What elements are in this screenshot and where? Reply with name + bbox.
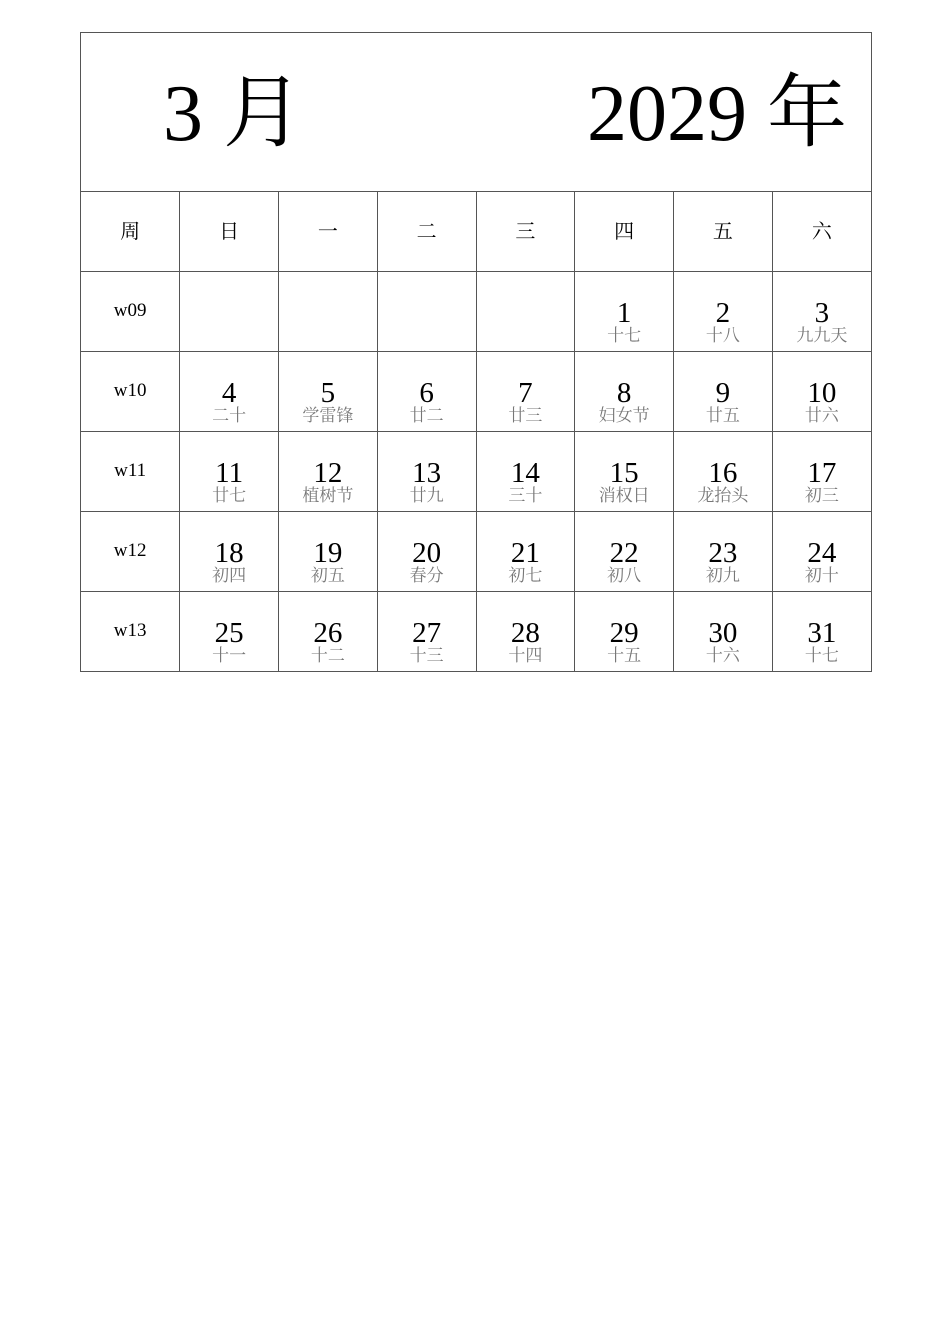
- day-number: 31: [807, 617, 837, 649]
- day-cell: [377, 432, 476, 512]
- day-cell: [476, 432, 575, 512]
- lunar-date: 九九天: [796, 326, 848, 346]
- weekday-saturday: 六: [772, 192, 871, 272]
- day-number: 13: [412, 457, 442, 489]
- lunar-date: 十五: [607, 646, 642, 666]
- day-cell: [772, 272, 871, 352]
- day-cell: [476, 592, 575, 672]
- calendar: [80, 32, 872, 672]
- lunar-date: 妇女节: [598, 406, 650, 426]
- day-number: 17: [807, 457, 837, 489]
- day-number: 27: [412, 617, 442, 649]
- lunar-date: 初十: [804, 566, 839, 586]
- week-number: w09: [81, 272, 180, 352]
- day-number: 4: [221, 377, 237, 409]
- lunar-date: 廿九: [409, 486, 444, 506]
- day-cell: [575, 432, 674, 512]
- lunar-date: 三十: [508, 486, 543, 506]
- lunar-date: 春分: [409, 566, 444, 586]
- day-number: 12: [313, 457, 343, 489]
- lunar-date: 廿七: [212, 486, 247, 506]
- calendar-grid: [81, 192, 871, 671]
- day-cell: [180, 272, 279, 352]
- day-cell: [476, 352, 575, 432]
- lunar-date: 十二: [310, 646, 345, 666]
- day-number: 8: [616, 377, 632, 409]
- day-number: 23: [708, 537, 738, 569]
- weekday-wednesday: 三: [476, 192, 575, 272]
- weekday-thursday: 四: [575, 192, 674, 272]
- week-row: [81, 432, 871, 512]
- day-cell: [575, 272, 674, 352]
- lunar-date: 初三: [804, 486, 839, 506]
- day-cell: [772, 352, 871, 432]
- week-row: [81, 352, 871, 432]
- day-cell: [476, 512, 575, 592]
- day-number: 15: [609, 457, 639, 489]
- lunar-date: 消权日: [598, 486, 650, 506]
- lunar-date: 初九: [705, 566, 740, 586]
- day-number: 28: [510, 617, 540, 649]
- day-cell: [674, 432, 773, 512]
- day-number: 24: [807, 537, 837, 569]
- lunar-date: 十三: [409, 646, 444, 666]
- day-cell: [279, 592, 378, 672]
- lunar-date: 十六: [705, 646, 740, 666]
- day-cell: [772, 432, 871, 512]
- month-title: 3 月: [163, 70, 303, 158]
- lunar-date: 龙抬头: [697, 486, 749, 506]
- day-cell: [377, 512, 476, 592]
- calendar-header: [81, 33, 871, 192]
- day-number: 21: [510, 537, 540, 569]
- day-number: 2: [715, 297, 731, 329]
- week-number: w11: [81, 432, 180, 512]
- lunar-date: 植树节: [302, 486, 354, 506]
- day-cell: [674, 592, 773, 672]
- day-cell: [476, 272, 575, 352]
- lunar-date: 初八: [607, 566, 642, 586]
- day-number: 29: [609, 617, 639, 649]
- day-cell: [180, 592, 279, 672]
- weekday-monday: 一: [279, 192, 378, 272]
- day-cell: [279, 272, 378, 352]
- day-number: 22: [609, 537, 639, 569]
- day-cell: [180, 432, 279, 512]
- day-cell: [772, 592, 871, 672]
- lunar-date: 十七: [607, 326, 642, 346]
- day-cell: [279, 352, 378, 432]
- lunar-date: 十一: [212, 646, 247, 666]
- day-cell: [674, 512, 773, 592]
- day-cell: [377, 592, 476, 672]
- day-cell: [772, 512, 871, 592]
- day-cell: [575, 352, 674, 432]
- day-cell: [180, 512, 279, 592]
- day-number: 16: [708, 457, 738, 489]
- lunar-date: 廿五: [705, 406, 740, 426]
- day-cell: [279, 512, 378, 592]
- day-number: 11: [215, 457, 244, 489]
- day-cell: [377, 272, 476, 352]
- day-number: 14: [510, 457, 540, 489]
- day-number: 7: [518, 377, 533, 409]
- lunar-date: 初四: [212, 566, 247, 586]
- year-title: 2029 年: [587, 70, 847, 158]
- day-number: 10: [807, 377, 837, 409]
- day-number: 3: [814, 297, 830, 329]
- lunar-date: 十七: [804, 646, 839, 666]
- lunar-date: 廿三: [508, 406, 543, 426]
- lunar-date: 初七: [508, 566, 543, 586]
- day-cell: [180, 352, 279, 432]
- day-cell: [377, 352, 476, 432]
- day-cell: [575, 512, 674, 592]
- week-number: w10: [81, 352, 180, 432]
- weekday-friday: 五: [674, 192, 773, 272]
- day-cell: [279, 432, 378, 512]
- day-number: 9: [715, 377, 731, 409]
- day-cell: [674, 352, 773, 432]
- lunar-date: 廿二: [409, 406, 444, 426]
- weekday-tuesday: 二: [377, 192, 476, 272]
- week-number: w13: [81, 592, 180, 672]
- day-cell: [575, 592, 674, 672]
- lunar-date: 十八: [705, 326, 740, 346]
- weekday-week-label: 周: [81, 192, 180, 272]
- week-row: [81, 592, 871, 672]
- day-number: 30: [708, 617, 738, 649]
- day-number: 1: [616, 297, 632, 329]
- lunar-date: 十四: [508, 646, 543, 666]
- day-number: 25: [214, 617, 244, 649]
- day-number: 26: [313, 617, 343, 649]
- day-number: 20: [412, 537, 442, 569]
- lunar-date: 二十: [212, 406, 247, 426]
- weekday-header-row: [81, 192, 871, 272]
- week-number: w12: [81, 512, 180, 592]
- weekday-sunday: 日: [180, 192, 279, 272]
- lunar-date: 学雷锋: [302, 406, 354, 426]
- day-number: 18: [214, 537, 244, 569]
- week-row: [81, 512, 871, 592]
- day-number: 19: [313, 537, 343, 569]
- day-cell: [674, 272, 773, 352]
- day-number: 6: [419, 377, 434, 409]
- lunar-date: 廿六: [804, 406, 839, 426]
- day-number: 5: [320, 377, 336, 409]
- week-row: [81, 272, 871, 352]
- lunar-date: 初五: [310, 566, 345, 586]
